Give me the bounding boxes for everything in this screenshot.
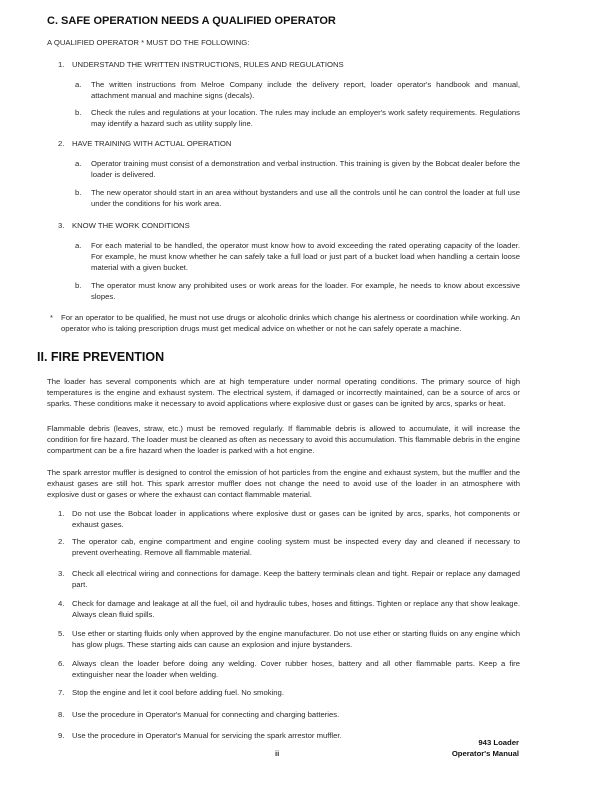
list-number: 1.	[58, 509, 65, 518]
sub-letter: a.	[75, 159, 82, 168]
sub-letter: a.	[75, 80, 82, 89]
footnote-text: For an operator to be qualified, he must not use drugs or alcoholic drinks which change his alertness or coordination while working. An operator who is taking prescription drugs must get medical advice on whether or not he can safely operate a machine.	[61, 313, 520, 333]
list-number: 8.	[58, 710, 65, 719]
section-c-intro: A QUALIFIED OPERATOR * MUST DO THE FOLLOWING:	[47, 38, 250, 47]
item-number: 3.	[58, 221, 65, 230]
list-number: 5.	[58, 629, 65, 638]
footer-title-line1: 943 Loader	[478, 738, 519, 747]
sub-text: The written instructions from Melroe Company include the delivery report, loader operator's handbook and manual, attachment manual and machine signs (decals).	[91, 80, 520, 100]
footnote-mark: *	[50, 313, 53, 322]
sub-text: For each material to be handled, the operator must know how to avoid exceeding the rated operating capacity of the loader. For example, he must know whether he can safely take a full load or just part of a bucket load when handling a certain loose material with a given bucket.	[91, 241, 520, 272]
list-number: 6.	[58, 659, 65, 668]
list-number: 4.	[58, 599, 65, 608]
item-number: 2.	[58, 139, 65, 148]
list-number: 9.	[58, 731, 65, 740]
list-item: Always clean the loader before doing any welding. Cover rubber hoses, battery and all other flammable parts. Keep a fire extinguisher near the loader when welding.	[72, 659, 520, 679]
sub-letter: b.	[75, 108, 82, 117]
item-title: HAVE TRAINING WITH ACTUAL OPERATION	[72, 139, 232, 148]
list-item: Check for damage and leakage at all the fuel, oil and hydraulic tubes, hoses and fittings. Tighten or replace any that show leakage. Always clean fluid spills.	[72, 599, 520, 619]
list-number: 2.	[58, 537, 65, 546]
paragraph: The spark arrestor muffler is designed to control the emission of hot particles from the engine and exhaust system, but the muffler and the exhaust gases are still hot. This spark arrestor muffler does not change the need to avoid use of the loader in an atmosphere with explosive dust or gases or where the exhaust can contact flammable material.	[47, 468, 520, 499]
paragraph: The loader has several components which are at high temperature under normal operating conditions. The primary source of high temperatures is the engine and exhaust system. The electrical system, if damaged or incorrectly maintained, can be a source of arcs or sparks. These conditions make it necessary to avoid applications where explosive dust or gases can be ignited by arcs, sparks or heat.	[47, 377, 520, 408]
list-number: 7.	[58, 688, 65, 697]
list-item: The operator cab, engine compartment and engine cooling system must be inspected every day and cleaned if necessary to prevent overheating. Remove all flammable material.	[72, 537, 520, 557]
sub-letter: b.	[75, 188, 82, 197]
section-ii-heading: II. FIRE PREVENTION	[37, 350, 165, 364]
list-item: Use the procedure in Operator's Manual for servicing the spark arrestor muffler.	[72, 731, 342, 740]
sub-letter: a.	[75, 241, 82, 250]
item-title: KNOW THE WORK CONDITIONS	[72, 221, 190, 230]
sub-text: Check the rules and regulations at your location. The rules may include an employer's work safety requirements. Regulations may identify a hazard such as utility supply line.	[91, 108, 520, 128]
sub-letter: b.	[75, 281, 82, 290]
sub-text: Operator training must consist of a demonstration and verbal instruction. This training is given by the Bobcat dealer before the loader is delivered.	[91, 159, 520, 179]
list-item: Use ether or starting fluids only when approved by the engine manufacturer. Do not use ether or starting fluids on any engine which has glow plugs. These starting aids can cause an explosion and injure bystanders.	[72, 629, 520, 649]
section-c-heading: C. SAFE OPERATION NEEDS A QUALIFIED OPERATOR	[47, 15, 336, 27]
item-number: 1.	[58, 60, 65, 69]
sub-text: The new operator should start in an area without bystanders and use all the controls until he can control the loader at full use under the conditions for his work area.	[91, 188, 520, 208]
list-number: 3.	[58, 569, 65, 578]
item-title: UNDERSTAND THE WRITTEN INSTRUCTIONS, RULES AND REGULATIONS	[72, 60, 344, 69]
page-number: ii	[275, 749, 280, 758]
list-item: Use the procedure in Operator's Manual for connecting and charging batteries.	[72, 710, 340, 719]
footer-title-line2: Operator's Manual	[451, 749, 519, 758]
list-item: Do not use the Bobcat loader in applications where explosive dust or gases can be ignited by arcs, sparks, hot components or exhaust gases.	[72, 509, 520, 529]
paragraph: Flammable debris (leaves, straw, etc.) must be removed regularly. If flammable debris is allowed to accumulate, it will increase the condition for fire hazard. The loader must be cleaned as often as necessary to avoid this accumulation. This flammable debris in the engine compartment can be a fire hazard when the loader is parked with a hot engine.	[47, 424, 520, 455]
list-item: Stop the engine and let it cool before adding fuel. No smoking.	[72, 688, 284, 697]
list-item: Check all electrical wiring and connections for damage. Keep the battery terminals clean and tight. Repair or replace any damaged part.	[72, 569, 520, 589]
sub-text: The operator must know any prohibited uses or work areas for the loader. For example, he needs to know about excessive slopes.	[91, 281, 520, 301]
